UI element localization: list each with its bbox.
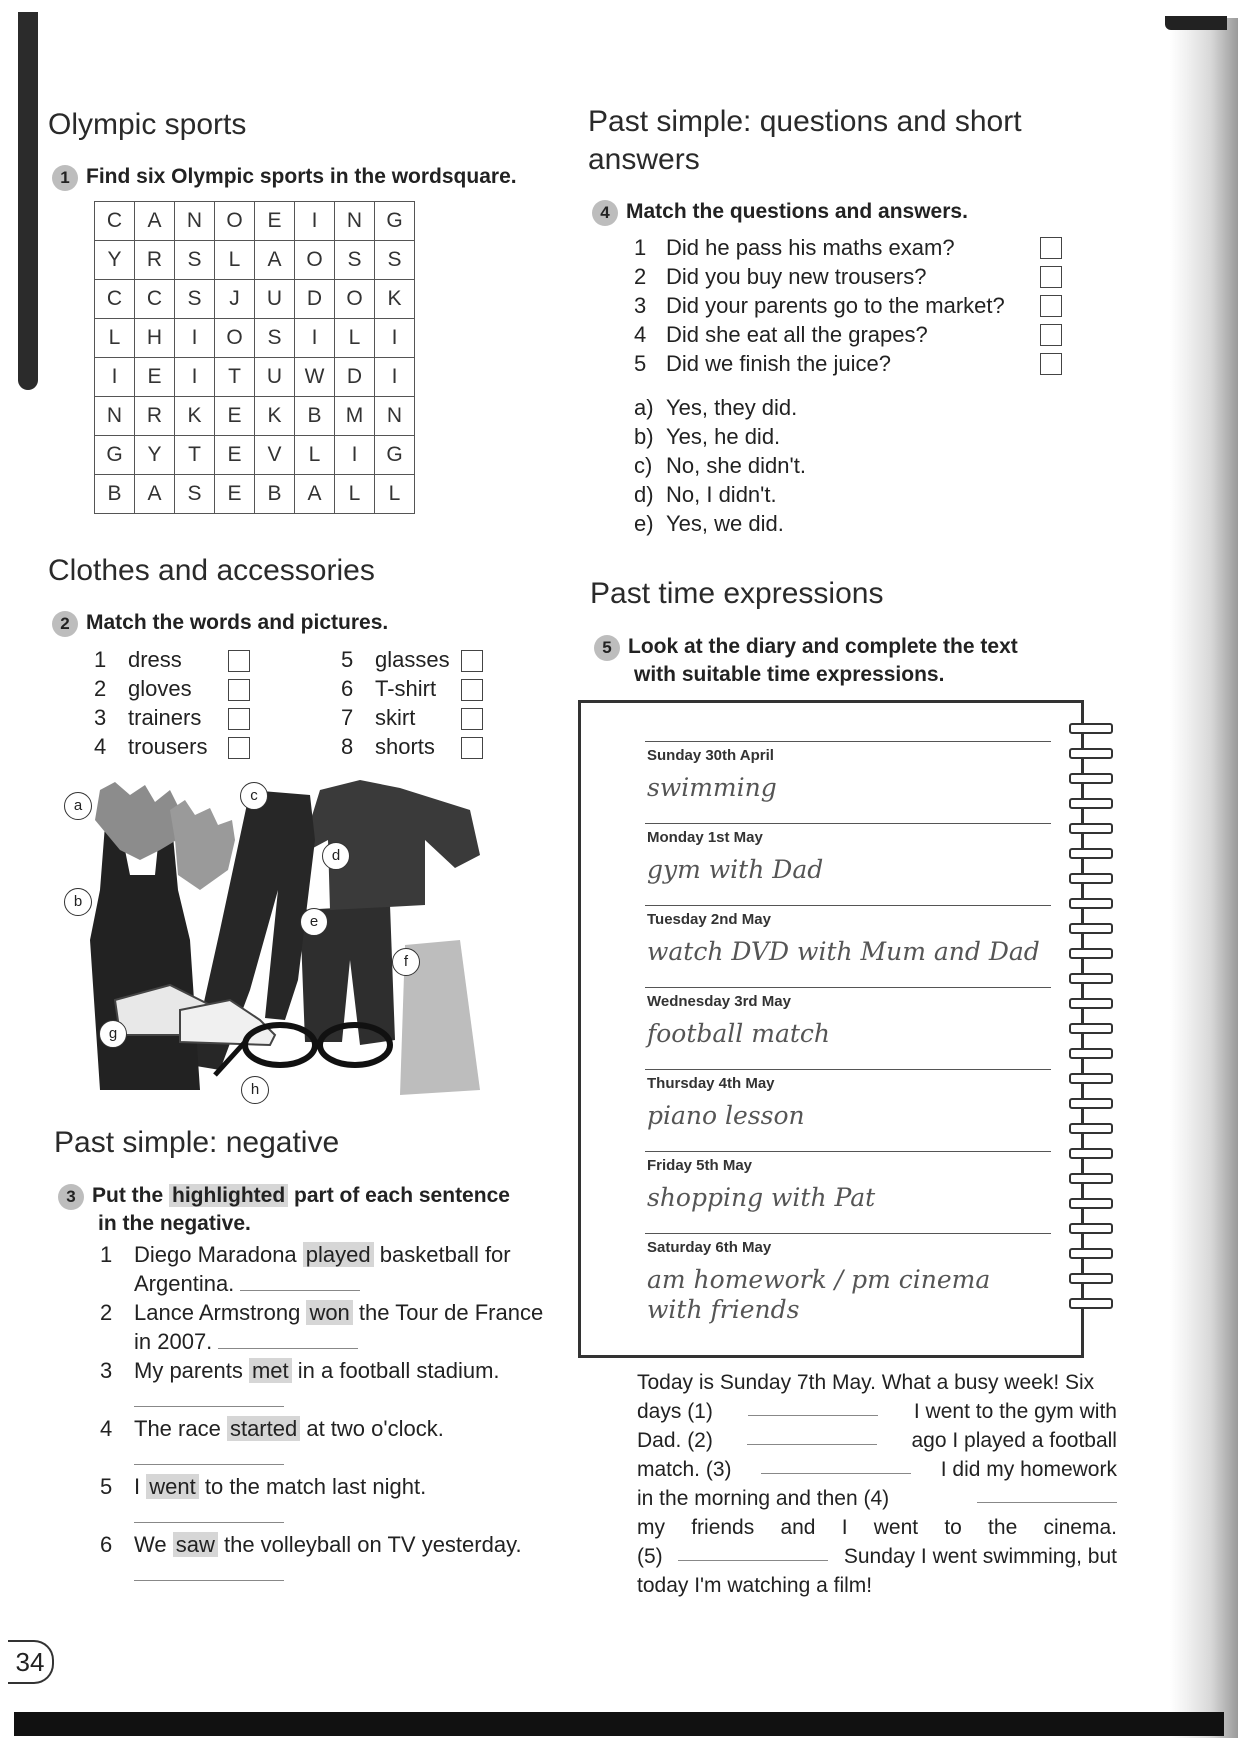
item-number: 3 [94, 705, 107, 730]
highlight-word: met [249, 1358, 292, 1383]
sentence-text: to the match last night. [204, 1474, 427, 1499]
spiral-ring [1069, 998, 1113, 1009]
spiral-ring [1069, 898, 1113, 909]
text-line [637, 1426, 1117, 1455]
spiral-ring [1069, 723, 1113, 734]
wordsquare-cell[interactable]: B [255, 475, 295, 514]
section-title-questions-line2: answers [588, 143, 700, 176]
picture-label-d: d [322, 842, 350, 870]
spiral-ring [1069, 1298, 1113, 1309]
diary-rule [645, 987, 1051, 988]
sentence-1 [100, 1240, 570, 1298]
sentence-number: 2 [100, 1300, 113, 1325]
answer-checkbox[interactable] [461, 708, 483, 730]
instruction-text: Match the questions and answers. [626, 200, 968, 223]
text-fragment: days (1) [637, 1400, 713, 1423]
answer-letter: c) [634, 453, 653, 478]
page-edge-right [1170, 18, 1238, 1738]
diary-entry: watch DVD with Mum and Dad [647, 937, 1040, 966]
diary-day: Tuesday 2nd May [647, 911, 771, 928]
instruction-text: in the negative. [98, 1212, 251, 1235]
answer-letter: e) [634, 511, 654, 536]
wordsquare-cell[interactable]: E [215, 475, 255, 514]
item-word: T-shirt [375, 676, 437, 701]
gapfill-text [637, 1368, 1117, 1600]
wordsquare-cell[interactable]: A [135, 202, 175, 241]
diary-entry: piano lesson [647, 1101, 805, 1130]
picture-label-f: f [392, 948, 420, 976]
highlight-word: highlighted [169, 1184, 288, 1207]
answer-blank[interactable] [134, 1388, 284, 1407]
item-word: dress [128, 647, 182, 672]
question-2 [634, 262, 1064, 291]
answer-checkbox[interactable] [461, 650, 483, 672]
wordsquare-cell[interactable]: A [135, 475, 175, 514]
highlight-word: won [306, 1300, 352, 1325]
question-text: Did you buy new trousers? [666, 264, 927, 289]
question-3 [634, 291, 1064, 320]
wordsquare-cell[interactable]: E [255, 202, 295, 241]
diary-rule [645, 1233, 1051, 1234]
answer-blank[interactable] [218, 1330, 358, 1349]
item-number: 5 [341, 647, 354, 672]
wordsquare-row [95, 358, 415, 397]
wordsquare-cell[interactable]: H [135, 319, 175, 358]
diary-rule [645, 823, 1051, 824]
answer-blank[interactable] [134, 1562, 284, 1581]
exercise-3-instruction [58, 1182, 578, 1238]
sentence-2 [100, 1298, 570, 1356]
clothes-illustration [60, 780, 490, 1100]
wordsquare-cell[interactable]: O [215, 202, 255, 241]
wordsquare-cell[interactable]: G [95, 436, 135, 475]
section-title-time: Past time expressions [590, 577, 884, 610]
match-item-3 [94, 703, 264, 732]
section-title-questions-line1: Past simple: questions and short [588, 105, 1022, 138]
wordsquare-cell[interactable]: R [135, 241, 175, 280]
text-fragment: Dad. (2) [637, 1429, 713, 1452]
item-number: 4 [94, 734, 107, 759]
item-word: glasses [375, 647, 450, 672]
sentence-text: I [134, 1474, 141, 1499]
diary-day: Friday 5th May [647, 1157, 753, 1174]
wordsquare-cell[interactable]: J [215, 280, 255, 319]
wordsquare-cell[interactable]: T [215, 358, 255, 397]
question-number: 3 [634, 293, 647, 318]
diary-rule [645, 1069, 1051, 1070]
gap-4[interactable] [977, 1484, 1117, 1503]
answer-checkbox[interactable] [228, 679, 250, 701]
wordsquare-cell[interactable]: E [215, 436, 255, 475]
instruction-text: with suitable time expressions. [634, 663, 945, 686]
item-word: trousers [128, 734, 208, 759]
question-1 [634, 233, 1064, 262]
wordsquare-cell[interactable]: B [295, 397, 335, 436]
wordsquare-cell[interactable]: D [295, 280, 335, 319]
wordsquare-cell[interactable]: C [95, 280, 135, 319]
spiral-ring [1069, 748, 1113, 759]
spiral-ring [1069, 1123, 1113, 1134]
answer-checkbox-3[interactable] [1040, 295, 1062, 317]
question-text: Did she eat all the grapes? [666, 322, 928, 347]
wordsquare-cell[interactable]: N [375, 397, 415, 436]
spiral-ring [1069, 823, 1113, 834]
glove-shape-2 [170, 800, 235, 890]
exercise-5-instruction [594, 633, 1094, 689]
text-line: my friends and I went to the cinema. [637, 1516, 1117, 1539]
match-item-7 [341, 703, 511, 732]
item-number: 6 [341, 676, 354, 701]
answer-letter: b) [634, 424, 654, 449]
wordsquare-cell[interactable]: S [175, 475, 215, 514]
answer-checkbox-1[interactable] [1040, 237, 1062, 259]
wordsquare-cell[interactable]: O [295, 241, 335, 280]
wordsquare-cell[interactable]: T [175, 436, 215, 475]
text-fragment: match. (3) [637, 1458, 732, 1481]
answer-text: Yes, he did. [666, 424, 781, 449]
diary-entry: football match [647, 1019, 831, 1048]
wordsquare-row [95, 319, 415, 358]
wordsquare-cell[interactable]: O [215, 319, 255, 358]
answer-text: Yes, we did. [666, 511, 784, 536]
wordsquare-cell[interactable]: I [375, 358, 415, 397]
sentence-text: Argentina. [134, 1271, 235, 1296]
exercise-number: 1 [52, 165, 78, 191]
text-fragment: I did my homework [940, 1458, 1117, 1481]
sentence-number: 4 [100, 1416, 113, 1441]
picture-label-a: a [64, 792, 92, 820]
wordsquare-cell[interactable]: U [255, 280, 295, 319]
text-line: today I'm watching a film! [637, 1574, 873, 1597]
spiral-ring [1069, 848, 1113, 859]
match-item-8 [341, 732, 511, 761]
diary-day: Saturday 6th May [647, 1239, 772, 1256]
spiral-ring [1069, 1173, 1113, 1184]
wordsquare-cell[interactable]: N [95, 397, 135, 436]
answer-b [634, 422, 1034, 451]
spiral-ring [1069, 1023, 1113, 1034]
wordsquare-cell[interactable]: G [375, 436, 415, 475]
wordsquare-cell[interactable]: I [95, 358, 135, 397]
diary-rule [645, 741, 1051, 742]
sentence-text: the volleyball on TV yesterday. [223, 1532, 522, 1557]
spiral-ring [1069, 1273, 1113, 1284]
wordsquare-cell[interactable]: I [175, 358, 215, 397]
wordsquare-cell[interactable]: K [255, 397, 295, 436]
wordsquare-cell[interactable]: E [135, 358, 175, 397]
spiral-ring [1069, 1248, 1113, 1259]
wordsquare-cell[interactable]: I [335, 436, 375, 475]
wordsquare-cell[interactable]: E [215, 397, 255, 436]
spiral-ring [1069, 1223, 1113, 1234]
diary-day: Sunday 30th April [647, 747, 774, 764]
exercise-number: 3 [58, 1184, 84, 1210]
picture-label-h: h [241, 1076, 269, 1104]
wordsquare-cell[interactable]: N [175, 202, 215, 241]
exercise-number: 5 [594, 635, 620, 661]
text-fragment: ago I played a football [911, 1429, 1117, 1452]
answer-checkbox-4[interactable] [1040, 324, 1062, 346]
answer-letter: a) [634, 395, 654, 420]
page-number: 34 [8, 1640, 54, 1684]
answer-text: No, I didn't. [666, 482, 777, 507]
wordsquare-cell[interactable]: L [375, 475, 415, 514]
wordsquare-cell[interactable]: A [255, 241, 295, 280]
question-number: 4 [634, 322, 647, 347]
text-line [637, 1484, 1117, 1513]
section-title-olympic: Olympic sports [48, 108, 247, 141]
question-4 [634, 320, 1064, 349]
match-item-5 [341, 645, 511, 674]
sentence-text: the Tour de France [358, 1300, 544, 1325]
wordsquare-cell[interactable]: Y [95, 241, 135, 280]
wordsquare-cell[interactable]: N [335, 202, 375, 241]
question-text: Did he pass his maths exam? [666, 235, 955, 260]
answer-blank[interactable] [134, 1504, 284, 1523]
exercise-4-instruction [592, 198, 968, 226]
answer-checkbox[interactable] [228, 737, 250, 759]
highlight-word: played [303, 1242, 374, 1267]
answer-checkbox[interactable] [461, 737, 483, 759]
answer-text: Yes, they did. [666, 395, 798, 420]
text-line [637, 1455, 1117, 1484]
spiral-ring [1069, 923, 1113, 934]
wordsquare-cell[interactable]: L [215, 241, 255, 280]
sentence-text: The race [134, 1416, 221, 1441]
sentence-5 [100, 1472, 570, 1530]
spiral-ring [1069, 948, 1113, 959]
diary-rule [645, 905, 1051, 906]
wordsquare-cell[interactable]: L [335, 475, 375, 514]
wordsquare-cell[interactable]: V [255, 436, 295, 475]
spiral-ring [1069, 1098, 1113, 1109]
wordsquare-row [95, 241, 415, 280]
wordsquare-cell[interactable]: C [135, 280, 175, 319]
wordsquare-cell[interactable]: G [375, 202, 415, 241]
picture-label-c: c [240, 782, 268, 810]
wordsquare-cell[interactable]: U [255, 358, 295, 397]
highlight-word: went [146, 1474, 198, 1499]
answer-checkbox[interactable] [461, 679, 483, 701]
wordsquare-cell[interactable]: R [135, 397, 175, 436]
wordsquare-cell[interactable]: L [295, 436, 335, 475]
answer-checkbox[interactable] [228, 650, 250, 672]
sentence-3 [100, 1356, 570, 1414]
answer-text: No, she didn't. [666, 453, 806, 478]
gap-5[interactable] [678, 1542, 828, 1561]
answer-d [634, 480, 1034, 509]
wordsquare-row [95, 280, 415, 319]
item-word: trainers [128, 705, 202, 730]
text-fragment: I went to the gym with [913, 1400, 1117, 1423]
match-item-1 [94, 645, 264, 674]
wordsquare-row [95, 202, 415, 241]
gap-3[interactable] [761, 1455, 911, 1474]
wordsquare-cell[interactable]: I [375, 319, 415, 358]
answer-letter: d) [634, 482, 654, 507]
picture-label-g: g [99, 1020, 127, 1048]
spiral-ring [1069, 973, 1113, 984]
sentence-text: We [134, 1532, 167, 1557]
answer-checkbox-5[interactable] [1040, 353, 1062, 375]
page-corner-top [1165, 16, 1227, 30]
spiral-ring [1069, 1048, 1113, 1059]
wordsquare-cell[interactable]: A [295, 475, 335, 514]
wordsquare-cell[interactable]: K [375, 280, 415, 319]
answer-checkbox-2[interactable] [1040, 266, 1062, 288]
wordsquare-cell[interactable]: I [295, 202, 335, 241]
question-text: Did we finish the juice? [666, 351, 892, 376]
item-word: skirt [375, 705, 416, 730]
match-item-6 [341, 674, 511, 703]
wordsquare-cell[interactable]: D [335, 358, 375, 397]
wordsquare-cell[interactable]: O [335, 280, 375, 319]
sentence-text: in 2007. [134, 1329, 213, 1354]
exercise-number: 4 [592, 200, 618, 226]
diary-day: Wednesday 3rd May [647, 993, 791, 1010]
answer-c [634, 451, 1034, 480]
wordsquare-cell[interactable]: W [295, 358, 335, 397]
wordsquare-cell[interactable]: L [335, 319, 375, 358]
answer-a [634, 393, 1034, 422]
item-word: shorts [375, 734, 435, 759]
page-edge-left [18, 12, 38, 390]
spiral-ring [1069, 1073, 1113, 1084]
sentence-text: in a football stadium. [297, 1358, 500, 1383]
picture-label-b: b [64, 888, 92, 916]
match-item-4 [94, 732, 264, 761]
text-fragment: Sunday I went swimming, but [843, 1545, 1117, 1568]
wordsquare-cell[interactable]: S [335, 241, 375, 280]
gap-1[interactable] [748, 1397, 878, 1416]
spiral-ring [1069, 1148, 1113, 1159]
wordsquare-cell[interactable]: C [95, 202, 135, 241]
wordsquare-cell[interactable]: S [375, 241, 415, 280]
gap-2[interactable] [747, 1426, 877, 1445]
question-number: 1 [634, 235, 647, 260]
picture-label-e: e [300, 908, 328, 936]
sentence-text: basketball for [379, 1242, 511, 1267]
page-bottom-bar [14, 1712, 1224, 1736]
sentence-text: Diego Maradona [134, 1242, 297, 1267]
sentence-text: Lance Armstrong [134, 1300, 301, 1325]
sentence-number: 5 [100, 1474, 113, 1499]
spiral-ring [1069, 798, 1113, 809]
wordsquare-cell[interactable]: S [175, 280, 215, 319]
question-number: 5 [634, 351, 647, 376]
exercise-2-instruction [52, 609, 388, 637]
wordsquare-cell[interactable]: I [295, 319, 335, 358]
diary-entry: am homework / pm cinema with friends [647, 1265, 991, 1324]
diary-entry: gym with Dad [647, 855, 824, 884]
wordsquare-row [95, 475, 415, 514]
text-line [637, 1542, 1117, 1571]
instruction-text: Put the [92, 1184, 164, 1207]
wordsquare-row [95, 397, 415, 436]
wordsquare-cell[interactable]: M [335, 397, 375, 436]
spiral-ring [1069, 773, 1113, 784]
highlight-word: started [227, 1416, 300, 1441]
text-line [637, 1397, 1117, 1426]
sentence-number: 3 [100, 1358, 113, 1383]
spiral-ring [1069, 873, 1113, 884]
instruction-text: Match the words and pictures. [86, 611, 389, 634]
glasses-lens-right [320, 1025, 390, 1065]
answer-e [634, 509, 1034, 538]
wordsquare-grid [94, 201, 415, 514]
match-item-2 [94, 674, 264, 703]
sentence-number: 6 [100, 1532, 113, 1557]
section-title-clothes: Clothes and accessories [48, 554, 375, 587]
exercise-1-instruction [52, 163, 517, 191]
wordsquare-cell[interactable]: L [95, 319, 135, 358]
sentence-text: My parents [134, 1358, 243, 1383]
item-number: 7 [341, 705, 354, 730]
exercise-number: 2 [52, 611, 78, 637]
item-number: 8 [341, 734, 354, 759]
question-5 [634, 349, 1064, 378]
instruction-text: Look at the diary and complete the text [628, 635, 1018, 658]
spiral-ring [1069, 1198, 1113, 1209]
text-fragment: in the morning and then (4) [637, 1487, 890, 1510]
item-number: 1 [94, 647, 107, 672]
instruction-text: Find six Olympic sports in the wordsquare. [86, 165, 517, 188]
sentence-6 [100, 1530, 570, 1588]
answer-checkbox[interactable] [228, 708, 250, 730]
wordsquare-cell[interactable]: B [95, 475, 135, 514]
diary-entry: shopping with Pat [647, 1183, 876, 1212]
sentence-4 [100, 1414, 570, 1472]
wordsquare-cell[interactable]: S [255, 319, 295, 358]
highlight-word: saw [173, 1532, 218, 1557]
diary [578, 700, 1084, 1358]
wordsquare-row [95, 436, 415, 475]
answer-blank[interactable] [134, 1446, 284, 1465]
item-word: gloves [128, 676, 192, 701]
wordsquare-cell[interactable]: S [175, 241, 215, 280]
diary-day: Thursday 4th May [647, 1075, 775, 1092]
sentence-number: 1 [100, 1242, 113, 1267]
trainer-shape-2 [180, 1000, 275, 1045]
question-number: 2 [634, 264, 647, 289]
text-fragment: (5) [637, 1545, 663, 1568]
instruction-text: part of each sentence [294, 1184, 510, 1207]
wordsquare-cell[interactable]: I [175, 319, 215, 358]
wordsquare-cell[interactable]: K [175, 397, 215, 436]
question-text: Did your parents go to the market? [666, 293, 1005, 318]
sentence-text: at two o'clock. [306, 1416, 444, 1441]
diary-entry: swimming [647, 773, 777, 802]
text-line: Today is Sunday 7th May. What a busy week! Six [637, 1371, 1095, 1394]
section-title-negative: Past simple: negative [54, 1126, 340, 1159]
item-number: 2 [94, 676, 107, 701]
wordsquare-cell[interactable]: Y [135, 436, 175, 475]
diary-day: Monday 1st May [647, 829, 763, 846]
answer-blank[interactable] [240, 1272, 360, 1291]
diary-rule [645, 1151, 1051, 1152]
